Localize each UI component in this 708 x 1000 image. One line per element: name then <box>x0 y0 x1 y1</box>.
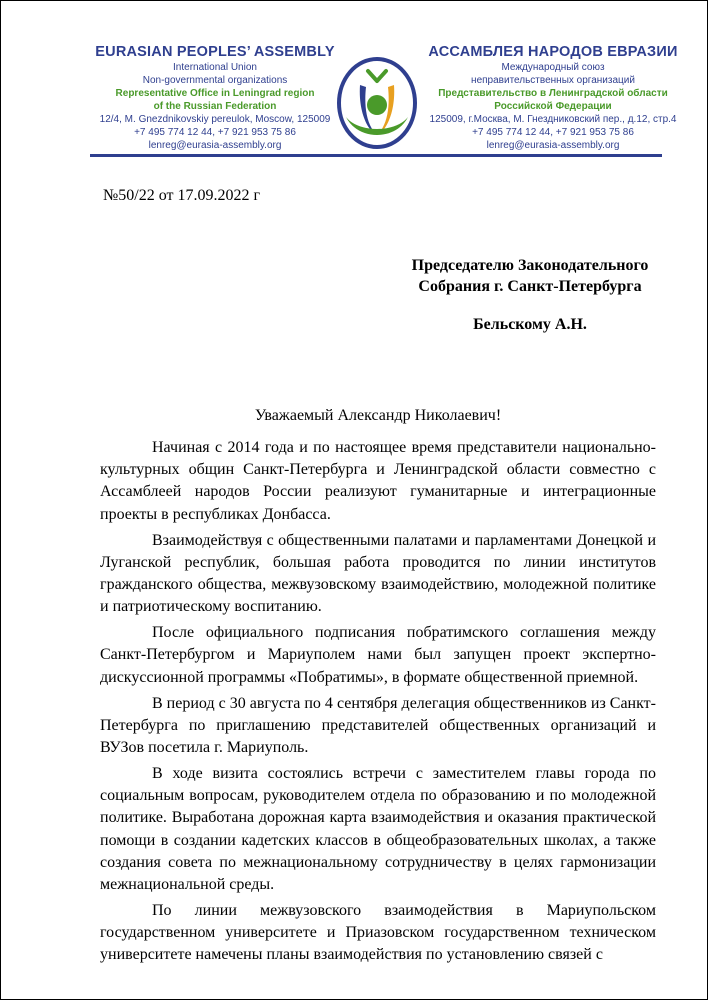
letterhead-left <box>80 44 350 152</box>
paragraph: Взаимодействуя с общественными палатами и парламентами Донецкой и Луганской республик, большая работа проводится по линии институтов гражданского общества, межвузовскому взаимодействию, молодежной политике и патриотическому воспитанию. <box>100 531 656 616</box>
letter-body <box>100 437 656 970</box>
org-name-en: EURASIAN PEOPLES’ ASSEMBLY <box>95 44 335 60</box>
org-type-en: International Union <box>173 62 257 73</box>
org-kind-en: Non-governmental organizations <box>142 75 288 86</box>
phones-en: +7 495 774 12 44, +7 921 953 75 86 <box>134 127 296 138</box>
phones-ru: +7 495 774 12 44, +7 921 953 75 86 <box>472 127 634 138</box>
office-ru: Представительство в Ленинградской области <box>438 88 668 99</box>
addressee-line-2: Собрания г. Санкт-Петербурга <box>418 278 642 295</box>
addressee-line-1: Председателю Законодательного <box>411 257 649 274</box>
address-en: 12/4, M. Gnezdnikovskiy pereulok, Moscow, 125009 <box>99 114 331 125</box>
paragraph: В период с 30 августа по 4 сентября делегация общественников из Санкт-Петербурга по приглашению представителей общественных организаций и ВУЗов посетила г. Мариуполь. <box>100 694 656 757</box>
country-en: of the Russian Federation <box>153 101 277 112</box>
address-ru: 125009, г.Москва, М. Гнездниковский пер., д.12, стр.4 <box>429 114 677 125</box>
paragraph: В ходе визита состоялись встречи с заместителем главы города по социальным вопросам, руководителем отдела по образованию и по молодежной политике. Выработана дорожная карта взаимодействия и оказания практической помощи в создании кадетских классов в общеобразовательных школах, а также создания совета по межнациональному сотрудничеству в целях гармонизации межнациональной среды. <box>100 765 656 894</box>
registration-number: №50/22 от 17.09.2022 г <box>103 187 261 204</box>
office-en: Representative Office in Leningrad region <box>115 88 315 99</box>
org-type-ru: Международный союз <box>501 62 605 73</box>
paragraph: Начиная с 2014 года и по настоящее время представители национально-культурных общин Санкт-Петербурга и Ленинградской области совместно с Ассамблеей народов России реализуют гуманитарные и интеграционные проекты в республиках Донбасса. <box>100 439 656 523</box>
email-ru: lenreg@eurasia-assembly.org <box>486 140 620 151</box>
country-ru: Российской Федерации <box>494 101 612 112</box>
email-en: lenreg@eurasia-assembly.org <box>148 140 282 151</box>
paragraph: По линии межвузовского взаимодействия в Мариупольском государственном университете и Приазовском государственном техническом университете намечены планы взаимодействия по установлению связей с <box>100 902 656 964</box>
assembly-logo-icon <box>336 55 418 151</box>
paragraph: После официального подписания побратимского соглашения между Санкт-Петербургом и Мариуполем нами был запущен проект экспертно-дискуссионной программы «Побратимы», в формате общественной приемной. <box>100 624 656 686</box>
letterhead-right <box>418 44 688 152</box>
addressee <box>380 255 680 297</box>
addressee-name: Бельскому А.Н. <box>473 316 587 333</box>
salutation: Уважаемый Александр Николаевич! <box>254 407 502 424</box>
org-kind-ru: неправительственных организаций <box>471 75 635 86</box>
header-divider <box>90 154 662 157</box>
org-name-ru: АССАМБЛЕЯ НАРОДОВ ЕВРАЗИИ <box>428 44 678 60</box>
